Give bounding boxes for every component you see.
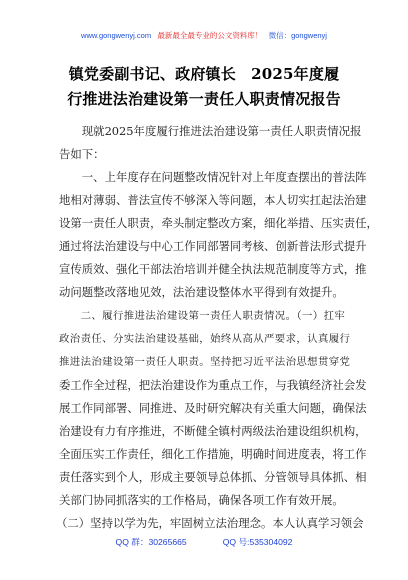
- header-tagline: 最新最全最专业的公文资料库！: [157, 31, 263, 40]
- document-title-line-1: 镇党委副书记、政府镇长 2025年度履: [68, 65, 340, 83]
- header-wechat: 微信：gongwenyj: [268, 31, 327, 40]
- website-link[interactable]: www.gongwenyj.com: [81, 31, 152, 40]
- body-line: 二、履行推进法治建设第一责任人职责情况。（一）扛牢: [59, 310, 346, 322]
- body-line: 关部门协同抓落实的工作格局，确保各项工作有效开展。: [59, 493, 344, 507]
- document-title-line-2: 行推进法治建设第一责任人职责情况报告: [67, 90, 341, 108]
- qq-number: QQ 号:535304092: [222, 537, 293, 547]
- body-line: 宣传质效、强化干部法治培训并健全执法规范制度等方式，推: [59, 262, 367, 276]
- body-line: 全面压实工作责任，细化工作措施，明确时间进度表，将工作: [59, 447, 367, 461]
- body-line: 推进法治建设第一责任人职责。坚持把习近平法治思想贯穿党: [59, 356, 351, 368]
- body-line: 委工作全过程，把法治建设作为重点工作，与我镇经济社会发: [59, 378, 367, 392]
- body-line: 通过将法治建设与中心工作同部署同考核、创新普法形式提升: [59, 239, 367, 253]
- body-line: 一、上年度存在问题整改情况针对上年度查摆出的普法阵: [59, 170, 367, 184]
- page-footer: [0, 536, 408, 548]
- body-line: 现就2025年度履行推进法治建设第一责任人职责情况报: [59, 124, 362, 138]
- body-line: 责任落实到个人，形成主要领导总体抓、分管领导具体抓、相: [59, 470, 367, 484]
- body-line: 设第一责任人职责，牵头制定整改方案，细化举措、压实责任，: [59, 216, 378, 230]
- qq-group: QQ 群：30265665: [115, 537, 187, 547]
- body-line: 政治责任、分实法治建设基础，始终从高从严要求，认真履行: [59, 333, 351, 345]
- body-line: （二）坚持以学为先，牢固树立法治理念。本人认真学习领会: [56, 516, 364, 530]
- page-header: [0, 30, 408, 41]
- body-line: 展工作同部署、同推进、及时研究解决有关重大问题，确保法: [59, 401, 367, 415]
- body-line: 地相对薄弱、普法宣传不够深入等问题，本人切实扛起法治建: [59, 193, 367, 207]
- body-line: 治建设有力有序推进，不断健全镇村两级法治建设组织机构，: [59, 424, 367, 438]
- body-line: 告如下：: [59, 147, 105, 161]
- body-line: 动问题整改落地见效，法治建设整体水平得到有效提升。: [59, 285, 344, 299]
